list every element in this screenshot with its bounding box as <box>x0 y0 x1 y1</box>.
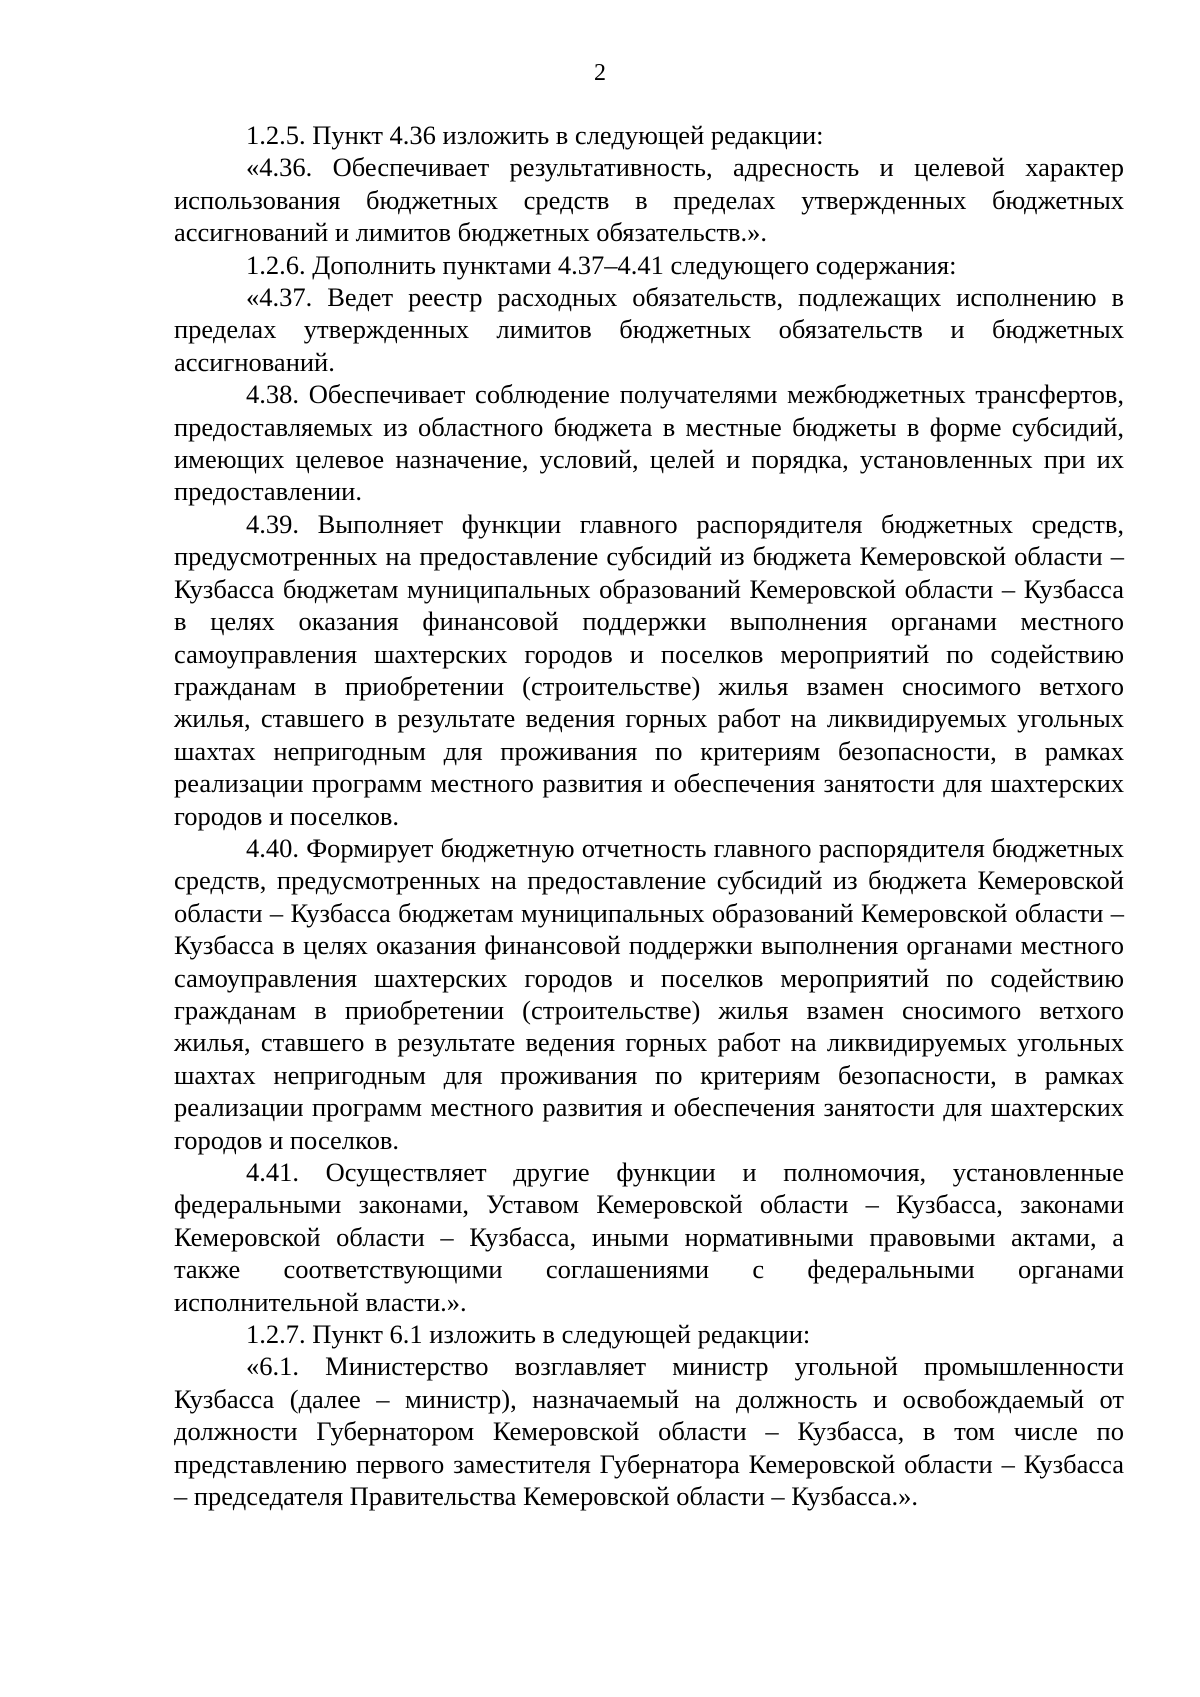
document-body <box>174 119 1124 1512</box>
paragraph-1-2-6: 1.2.6. Дополнить пунктами 4.37–4.41 следующего содержания: <box>246 249 957 280</box>
paragraph-4-39: 4.39. Выполняет функции главного распорядителя бюджетных средств, предусмотренных на предоставление субсидий из бюджета Кемеровской области – Кузбасса бюджетам муниципальных образований Кемеровской области – Кузбасса в целях оказания финансовой поддержки выполнения органами местного самоуправления шахтерских городов и поселков мероприятий по содействию гражданам в приобретении (строительстве) жилья взамен сносимого ветхого жилья, ставшего в результате ведения горных работ на ликвидируемых угольных шахтах непригодным для проживания по критериям безопасности, в рамках реализации программ местного развития и обеспечения занятости для шахтерских городов и поселков. <box>174 508 1124 831</box>
paragraph-4-40: 4.40. Формирует бюджетную отчетность главного распорядителя бюджетных средств, предусмотренных на предоставление субсидий из бюджета Кемеровской области – Кузбасса бюджетам муниципальных образований Кемеровской области – Кузбасса в целях оказания финансовой поддержки выполнения органами местного самоуправления шахтерских городов и поселков мероприятий по содействию гражданам в приобретении (строительстве) жилья взамен сносимого ветхого жилья, ставшего в результате ведения горных работ на ликвидируемых угольных шахтах непригодным для проживания по критериям безопасности, в рамках реализации программ местного развития и обеспечения занятости для шахтерских городов и поселков. <box>174 832 1124 1155</box>
paragraph-4-38: 4.38. Обеспечивает соблюдение получателями межбюджетных трансфертов, предоставляемых из областного бюджета в местные бюджеты в форме субсидий, имеющих целевое назначение, условий, целей и порядка, установленных при их предоставлении. <box>174 379 1124 507</box>
paragraph-6-1: «6.1. Министерство возглавляет министр угольной промышленности Кузбасса (далее – министр), назначаемый на должность и освобождаемый от должности Губернатором Кемеровской области – Кузбасса, в том числе по представлению первого заместителя Губернатора Кемеровской области – Кузбасса – председателя Правительства Кемеровской области – Кузбасса.». <box>174 1351 1124 1512</box>
paragraph-4-37: «4.37. Ведет реестр расходных обязательств, подлежащих исполнению в пределах утвержденных лимитов бюджетных обязательств и бюджетных ассигнований. <box>174 282 1124 377</box>
paragraph-4-41: 4.41. Осуществляет другие функции и полномочия, установленные федеральными законами, Уставом Кемеровской области – Кузбасса, законами Кемеровской области – Кузбасса, иными нормативными правовыми актами, а также соответствующими соглашениями с федеральными органами исполнительной власти.». <box>174 1157 1124 1317</box>
paragraph-4-36: «4.36. Обеспечивает результативность, адресность и целевой характер использования бюджетных средств в пределах утвержденных бюджетных ассигнований и лимитов бюджетных обязательств.». <box>174 152 1124 248</box>
page-number: 2 <box>594 60 606 86</box>
paragraph-1-2-5: 1.2.5. Пункт 4.36 изложить в следующей редакции: <box>246 120 824 150</box>
paragraph-1-2-7: 1.2.7. Пункт 6.1 изложить в следующей редакции: <box>246 1319 811 1350</box>
